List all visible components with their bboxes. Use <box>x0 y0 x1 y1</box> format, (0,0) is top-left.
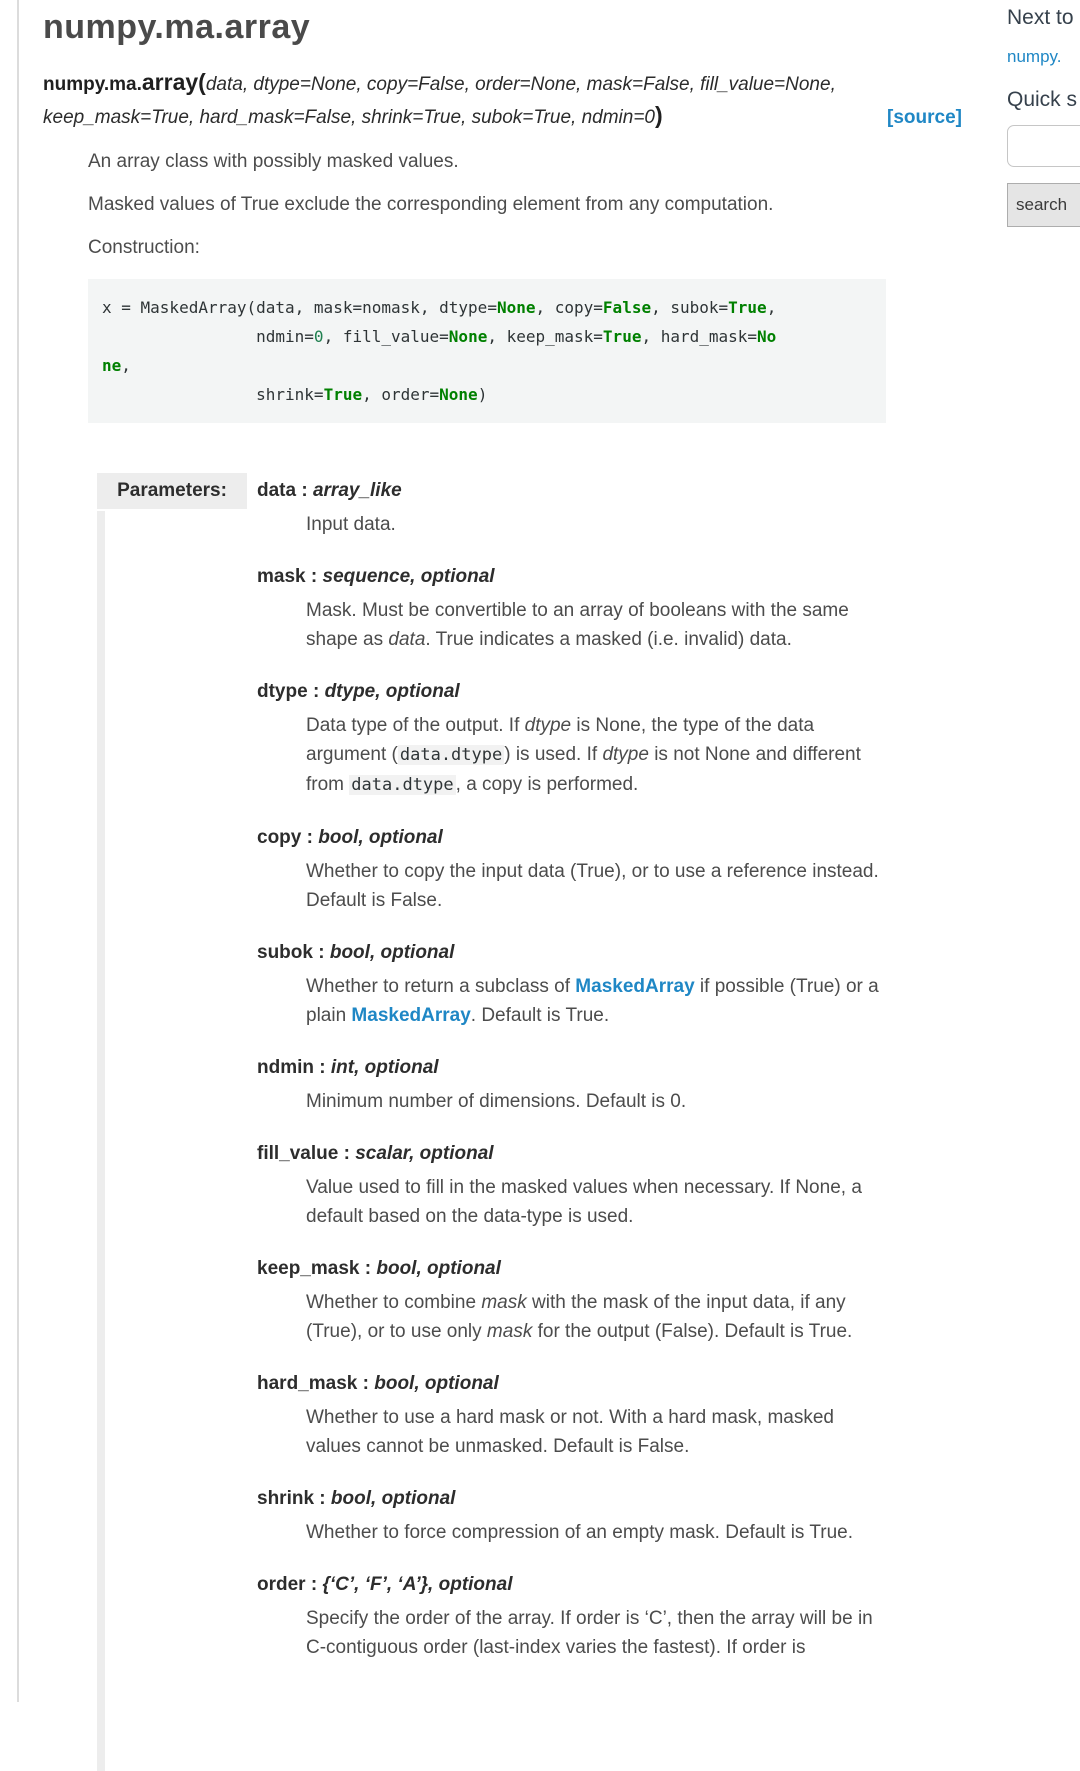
param-name: subok <box>257 942 313 963</box>
param-term <box>257 476 965 505</box>
param-separator: : <box>312 942 330 963</box>
inline-code: data.dtype <box>399 745 503 765</box>
param-desc: Specify the order of the array. If order is ‘C’, then the array will be in C-contiguous order (last-index varies the fastest). If order is <box>306 1608 873 1658</box>
param-desc: Whether to use a hard mask or not. With a hard mask, masked values cannot be unmasked. Default is False. <box>306 1407 835 1457</box>
search-button[interactable]: search <box>1007 183 1080 227</box>
signature-module: numpy.ma. <box>43 74 142 95</box>
search-input[interactable] <box>1007 125 1080 167</box>
param-classifier: {‘C’, ‘F’, ‘A’}, optional <box>322 1574 513 1595</box>
param-separator: : <box>307 681 325 702</box>
param-term <box>257 938 965 967</box>
right-sidebar <box>1007 0 1080 227</box>
next-topic-heading: Next to <box>1007 6 1074 29</box>
param-term <box>257 1139 965 1168</box>
param-separator: : <box>305 566 323 587</box>
function-signature <box>43 67 965 133</box>
parameters-strip <box>97 511 105 1771</box>
param-term <box>257 823 965 852</box>
param-term <box>257 562 965 591</box>
signature-params-line2: keep_mask=True, hard_mask=False, shrink=True, subok=True, ndmin=0 <box>43 107 655 128</box>
code-block <box>88 279 886 423</box>
param-classifier: int, optional <box>330 1057 439 1078</box>
param-term <box>257 1053 965 1082</box>
param-classifier: array_like <box>312 480 402 501</box>
signature-params-line1: data, dtype=None, copy=False, order=None, mask=False, fill_value=None, <box>205 74 836 95</box>
param-name: hard_mask <box>257 1373 358 1394</box>
param-desc: Whether to force compression of an empty mask. Default is True. <box>306 1522 854 1543</box>
quick-search-heading: Quick s <box>1007 88 1078 111</box>
param-separator: : <box>338 1143 356 1164</box>
summary-paragraph: An array class with possibly masked values. <box>88 151 459 172</box>
param-classifier: bool, optional <box>330 1488 456 1509</box>
param-name: shrink <box>257 1488 315 1509</box>
param-desc: Mask. Must be convertible to an array of booleans with the same shape as data. True indicates a masked (i.e. invalid) data. <box>306 600 849 650</box>
function-doc-body <box>88 147 965 1662</box>
param-classifier: bool, optional <box>318 827 443 848</box>
param-term <box>257 1254 965 1283</box>
param-name: copy <box>257 827 302 848</box>
param-term <box>257 1570 965 1599</box>
param-name: order <box>257 1574 306 1595</box>
param-desc: Whether to copy the input data (True), or to use a reference instead. Default is False. <box>306 861 879 911</box>
parameters-list <box>257 473 965 1662</box>
maskedarray-link[interactable]: MaskedArray <box>575 976 695 997</box>
param-desc: Whether to combine mask with the mask of the input data, if any (True), or to use only mask for the output (False). Default is True. <box>306 1292 853 1342</box>
param-desc: Minimum number of dimensions. Default is 0. <box>306 1091 687 1112</box>
signature-close-paren: ) <box>655 102 663 128</box>
param-separator: : <box>296 480 313 501</box>
param-desc: Data type of the output. If dtype is None, the type of the data argument ( data.dtype ) is used. If dtype is not None and different from data.dtype , a copy is performed. <box>306 715 861 795</box>
param-name: fill_value <box>257 1143 339 1164</box>
param-term <box>257 1484 965 1513</box>
param-separator: : <box>305 1574 323 1595</box>
signature-name: array <box>141 69 199 95</box>
param-name: keep_mask <box>257 1258 360 1279</box>
page-title: numpy.ma.array <box>43 8 311 46</box>
param-classifier: dtype, optional <box>324 681 460 702</box>
parameters-label: Parameters: <box>97 473 247 509</box>
param-classifier: bool, optional <box>376 1258 501 1279</box>
param-separator: : <box>314 1488 331 1509</box>
param-desc: Whether to return a subclass of MaskedArray if possible (True) or a plain MaskedArray. Default is True. <box>306 976 879 1026</box>
content-left-border <box>17 0 19 1702</box>
maskedarray-link[interactable]: MaskedArray <box>351 1005 471 1026</box>
parameters-field-list <box>97 473 965 1662</box>
param-name: data <box>257 480 297 501</box>
param-separator: : <box>301 827 319 848</box>
param-term <box>257 677 965 706</box>
param-desc: Value used to fill in the masked values when necessary. If None, a default based on the data-type is used. <box>306 1177 862 1227</box>
code-line: ndmin=0, fill_value=None, keep_mask=True, hard_mask=No <box>102 327 777 346</box>
code-line: ne, <box>102 356 131 375</box>
inline-code: data.dtype <box>351 775 454 795</box>
param-classifier: scalar, optional <box>355 1143 494 1164</box>
code-line: x = MaskedArray(data, mask=nomask, dtype=None, copy=False, subok=True, <box>102 298 777 317</box>
source-link[interactable]: [source] <box>887 107 962 128</box>
detail-paragraph: Masked values of True exclude the corresponding element from any computation. <box>88 194 774 215</box>
param-name: dtype <box>257 681 308 702</box>
code-line: shrink=True, order=None) <box>102 385 488 404</box>
param-classifier: bool, optional <box>329 942 455 963</box>
param-desc: Input data. <box>306 514 396 535</box>
param-classifier: sequence, optional <box>322 566 495 587</box>
param-separator: : <box>359 1258 377 1279</box>
construction-label: Construction: <box>88 237 200 258</box>
signature-open-paren: ( <box>198 69 206 95</box>
param-separator: : <box>314 1057 331 1078</box>
main-content <box>43 0 965 1685</box>
next-topic-link[interactable]: numpy. <box>1007 47 1062 66</box>
param-classifier: bool, optional <box>374 1373 499 1394</box>
param-name: ndmin <box>257 1057 314 1078</box>
param-name: mask <box>257 566 306 587</box>
param-term <box>257 1369 965 1398</box>
param-separator: : <box>357 1373 375 1394</box>
